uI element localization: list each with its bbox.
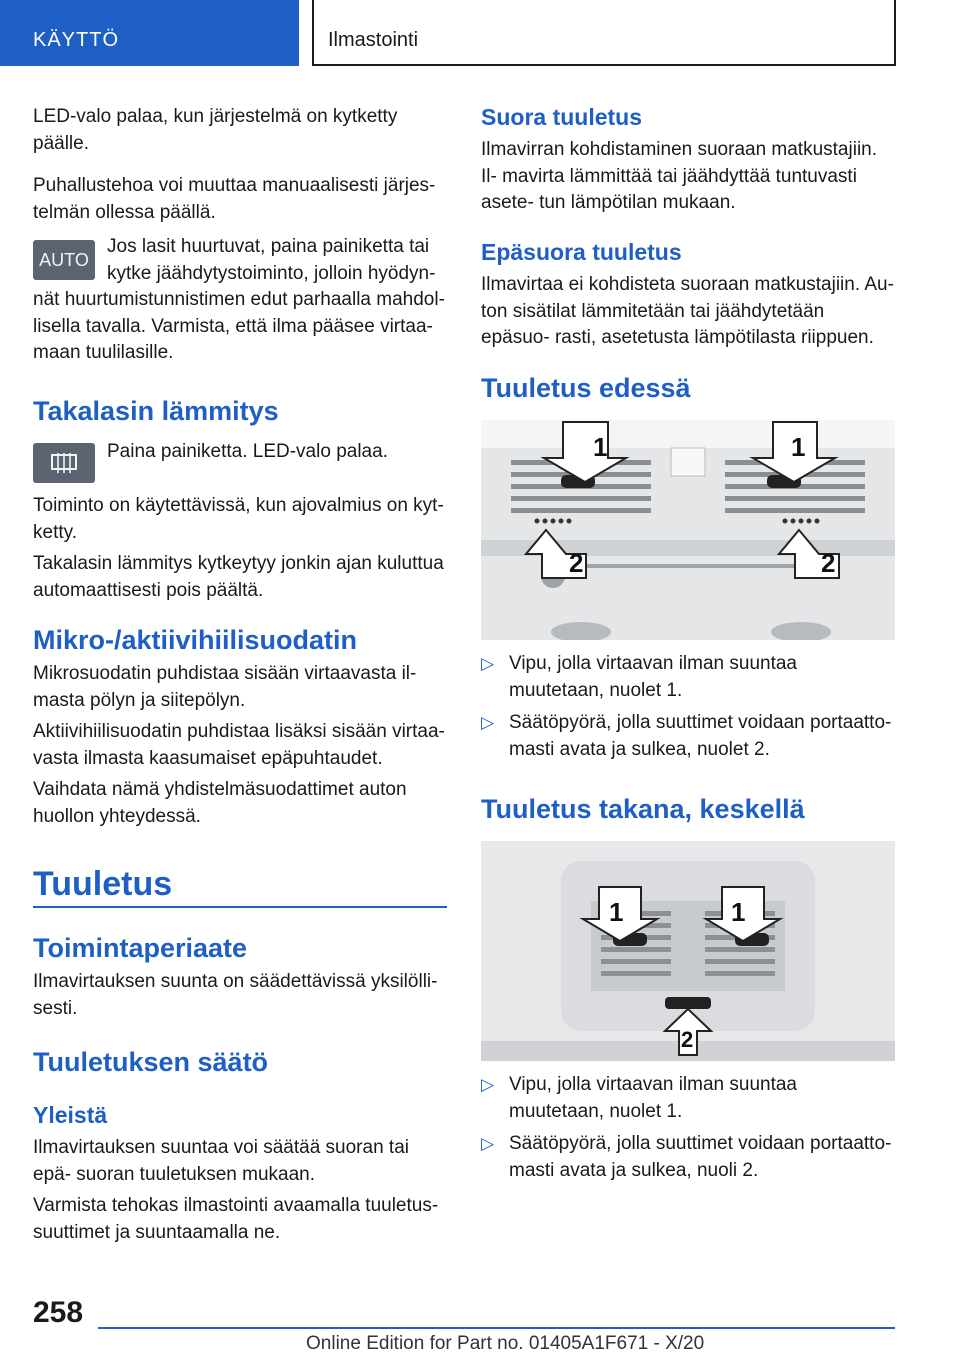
front-arrow-label-2a: 2 [569,548,584,578]
paragraph-principle: Ilmavirtauksen suunta on säädettävissä yksilölli- sesti. [33,971,438,1019]
rear-arrow-label-2: 2 [681,1027,694,1052]
page-number: 258 [33,1296,84,1329]
section-tab [0,0,299,66]
paragraph-general: Ilmavirtauksen suuntaa voi säätää suoran tai epä- suoran tuuletuksen mukaan. [33,1137,409,1185]
auto-button-icon: AUTO [33,240,95,280]
rear-arrow-label-1a: 1 [609,897,624,927]
heading-front: Tuuletus edessä [481,373,691,403]
heading-direct: Suora tuuletus [481,104,643,130]
rear-window-heater-icon [33,443,95,483]
heading-principle: Toimintaperiaate [33,933,248,963]
heading-ventilation: Tuuletus [33,865,173,903]
chapter-label: Ilmastointi [328,29,419,51]
heading-indirect: Epäsuora tuuletus [481,239,682,265]
paragraph-fog-b: nät huurtumistunnistimen edut parhaalla mahdol- lisella tavalla. Varmista, että ilma pääsee virtaa- maan tuulilasille. [33,289,445,363]
paragraph-carbon: Aktiivihiilisuodatin puhdistaa lisäksi sisään virtaa- vasta ilmasta kaasumaiset epäpuhtaudet. [33,721,445,769]
rear-arrow-label-1b: 1 [731,897,746,927]
bullet-arrow-icon: ▷ [481,713,495,732]
paragraph-microfilter: Mikrosuodatin puhdistaa sisään virtaavasta il- masta pölyn ja siitepölyn. [33,663,417,711]
front-arrow-label-2b: 2 [821,548,836,578]
paragraph-auto-off: Takalasin lämmitys kytkeytyy jonkin ajan kuluttua automaattisesti pois päältä. [33,553,444,601]
front-vent-image [481,420,895,640]
heading-rear-center: Tuuletus takana, keskellä [481,794,805,824]
section-label: KÄYTTÖ [33,29,120,51]
heading-general: Yleistä [33,1102,108,1128]
front-arrow-label-1a: 1 [593,432,608,462]
paragraph-effective: Varmista tehokas ilmastointi avaamalla tuuletus- suuttimet ja suuntaamalla ne. [33,1195,439,1243]
bullet-arrow-icon: ▷ [481,654,495,673]
paragraph-press: Paina painiketta. LED-valo palaa. [107,441,388,462]
bullet-arrow-icon: ▷ [481,1075,495,1094]
rear-vent-image [481,841,895,1061]
paragraph-replace: Vaihdata nämä yhdistelmäsuodattimet auton huollon yhteydessä. [33,779,407,827]
rear-window-heater-icon-glyph [49,451,79,475]
bullet-arrow-icon: ▷ [481,1134,495,1153]
paragraph-led: LED-valo palaa, kun järjestelmä on kytketty päälle. [33,106,398,154]
paragraph-direct: Ilmavirran kohdistaminen suoraan matkustajiin. Il- mavirta lämmittää tai jäähdyttää tuntuvasti asete- tun lämpötilan mukaan. [481,139,878,213]
heading-adjust: Tuuletuksen säätö [33,1047,269,1077]
paragraph-fog-a: Jos lasit huurtuvat, paina painiketta tai kytke jäähdytystoiminto, jolloin hyödyn- [107,236,436,284]
chapter-box [312,0,896,66]
rear-vent-illustration [481,841,895,1061]
front-arrow-label-1b: 1 [791,432,806,462]
heading-rear-defrost: Takalasin lämmitys [33,396,279,426]
footer-rule [98,1327,895,1329]
front-vent-illustration [481,420,895,640]
paragraph-fan: Puhallustehoa voi muuttaa manuaalisesti järjes- telmän ollessa päällä. [33,175,436,223]
paragraph-indirect: Ilmavirtaa ei kohdisteta suoraan matkustajiin. Au- ton sisätilat lämmitetään tai jäähdytetään epäsuo- rasti, asetetusta lämpötilasta riippuen. [481,274,894,348]
heading-rule [33,906,447,908]
paragraph-available: Toiminto on käytettävissä, kun ajovalmius on kyt- ketty. [33,495,444,543]
heading-filter: Mikro-/aktiivihiilisuodatin [33,625,358,655]
footer-edition: Online Edition for Part no. 01405A1F671 - X/20 [306,1333,705,1354]
